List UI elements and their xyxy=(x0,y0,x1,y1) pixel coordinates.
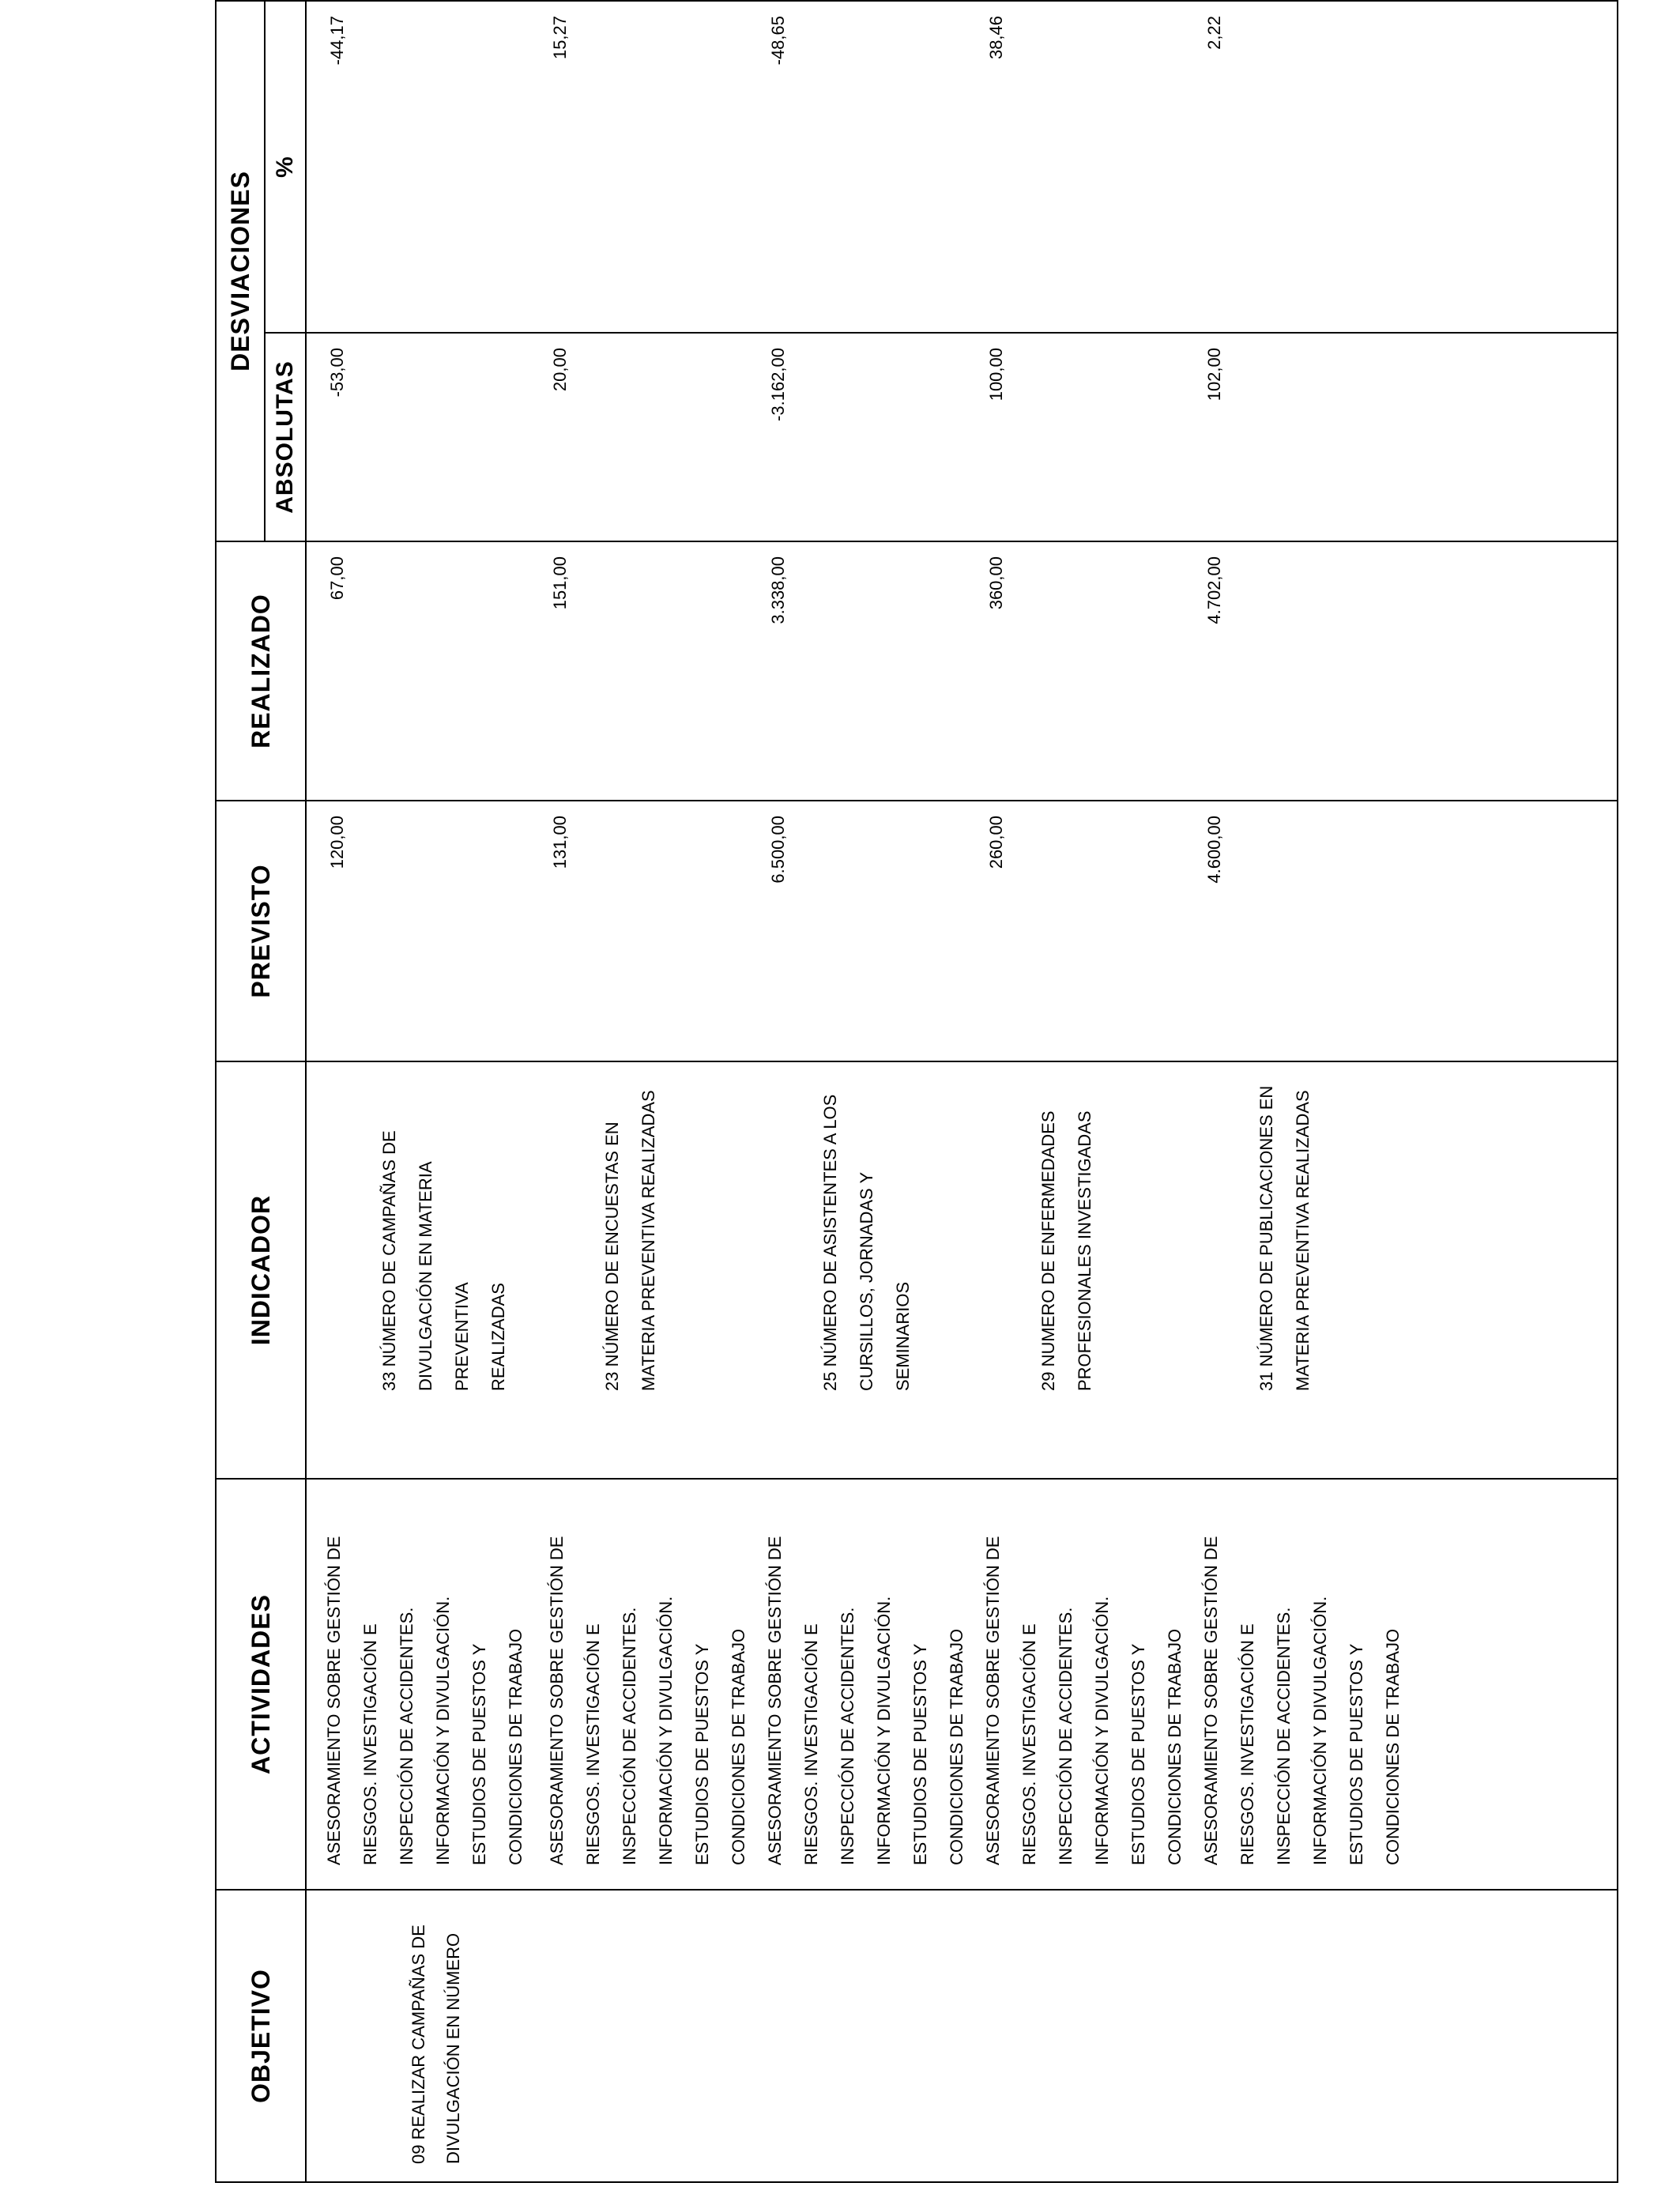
absolutas-value: 100,00 xyxy=(986,348,1006,401)
actividad-line: RIESGOS. INVESTIGACIÓN E xyxy=(583,1623,603,1865)
indicador-block xyxy=(748,1075,966,1391)
previsto-block xyxy=(1184,816,1402,1061)
actividad-line: INFORMACIÓN Y DIVULGACIÓN. xyxy=(1092,1596,1112,1865)
previsto-value: 260,00 xyxy=(986,816,1006,869)
header-realizado: REALIZADO xyxy=(216,541,306,801)
previsto-block xyxy=(529,816,748,1061)
realizado-block xyxy=(1184,556,1402,800)
actividad-line: RIESGOS. INVESTIGACIÓN E xyxy=(1237,1623,1257,1865)
realizado-value: 360,00 xyxy=(986,556,1006,610)
indicador-line: MATERIA PREVENTIVA REALIZADAS xyxy=(638,1090,658,1391)
realizado-block xyxy=(966,556,1184,800)
actividad-line: RIESGOS. INVESTIGACIÓN E xyxy=(360,1623,380,1865)
previsto-cell xyxy=(306,801,1618,1061)
absolutas-block xyxy=(307,348,529,541)
realizado-block xyxy=(529,556,748,800)
actividades-block xyxy=(757,1491,975,1865)
actividad-line: CONDICIONES DE TRABAJO xyxy=(1165,1628,1185,1865)
objetivo-cell xyxy=(306,1890,1618,2182)
previsto-value: 120,00 xyxy=(327,816,347,869)
header-desviaciones: DESVIACIONES xyxy=(216,1,265,541)
porcentaje-value: 38,46 xyxy=(986,15,1006,60)
indicador-cell xyxy=(306,1061,1618,1479)
indicador-line: 33 NÚMERO DE CAMPAÑAS DE xyxy=(379,1130,399,1391)
porcentaje-value: 2,22 xyxy=(1204,15,1224,50)
actividad-line: INFORMACIÓN Y DIVULGACIÓN. xyxy=(656,1596,676,1865)
actividad-line: INFORMACIÓN Y DIVULGACIÓN. xyxy=(1310,1596,1330,1865)
absolutas-block xyxy=(966,348,1184,541)
actividad-line: RIESGOS. INVESTIGACIÓN E xyxy=(1019,1623,1039,1865)
absolutas-value: 20,00 xyxy=(550,348,570,392)
actividad-line: ASESORAMIENTO SOBRE GESTIÓN DE xyxy=(765,1536,785,1865)
indicador-block xyxy=(1184,1075,1402,1391)
porcentaje-block xyxy=(529,16,748,332)
realizado-value: 67,00 xyxy=(327,556,347,601)
realizado-block xyxy=(748,556,966,800)
indicador-line: 25 NÚMERO DE ASISTENTES A LOS xyxy=(820,1094,840,1391)
indicador-line: 23 NÚMERO DE ENCUESTAS EN xyxy=(602,1122,622,1391)
actividades-block xyxy=(1193,1491,1411,1865)
header-indicador: INDICADOR xyxy=(216,1061,306,1479)
realizado-block xyxy=(307,556,529,800)
actividades-block xyxy=(975,1491,1193,1865)
absolutas-block xyxy=(748,348,966,541)
actividad-line: ESTUDIOS DE PUESTOS Y xyxy=(469,1643,489,1865)
indicador-block xyxy=(529,1075,748,1391)
actividad-line: INSPECCIÓN DE ACCIDENTES. xyxy=(1056,1607,1075,1865)
header-actividades: ACTIVIDADES xyxy=(216,1479,306,1890)
actividad-line: INFORMACIÓN Y DIVULGACIÓN. xyxy=(433,1596,453,1865)
rotated-table-sheet xyxy=(215,2,1618,2183)
indicador-line: PROFESIONALES INVESTIGADAS xyxy=(1075,1110,1094,1391)
header-absolutas: ABSOLUTAS xyxy=(265,333,306,541)
actividad-line: CONDICIONES DE TRABAJO xyxy=(1383,1628,1403,1865)
actividad-line: INSPECCIÓN DE ACCIDENTES. xyxy=(620,1607,639,1865)
previsto-value: 131,00 xyxy=(550,816,570,869)
realizado-value: 151,00 xyxy=(550,556,570,610)
indicador-line: DIVULGACIÓN EN MATERIA PREVENTIVA xyxy=(416,1162,472,1391)
absolutas-block xyxy=(529,348,748,541)
absolutas-value: -3.162,00 xyxy=(768,348,788,421)
indicador-line: 31 NÚMERO DE PUBLICACIONES EN xyxy=(1256,1085,1276,1391)
porcentaje-value: 15,27 xyxy=(550,15,570,60)
header-porcentaje: % xyxy=(265,1,306,333)
header-previsto: PREVISTO xyxy=(216,801,306,1061)
actividad-line: CONDICIONES DE TRABAJO xyxy=(947,1628,966,1865)
header-objetivo: OBJETIVO xyxy=(216,1890,306,2182)
actividad-line: ASESORAMIENTO SOBRE GESTIÓN DE xyxy=(983,1536,1003,1865)
previsto-block xyxy=(966,816,1184,1061)
actividades-block xyxy=(316,1491,539,1865)
realizado-cell xyxy=(306,541,1618,801)
porcentaje-value: -48,65 xyxy=(768,15,788,66)
actividad-line: ASESORAMIENTO SOBRE GESTIÓN DE xyxy=(324,1536,344,1865)
objetivo-line: 09 REALIZAR CAMPAÑAS DE xyxy=(409,1924,428,2164)
actividad-line: RIESGOS. INVESTIGACIÓN E xyxy=(801,1623,821,1865)
realizado-value: 3.338,00 xyxy=(768,556,788,624)
realizado-value: 4.702,00 xyxy=(1204,556,1224,624)
actividad-line: CONDICIONES DE TRABAJO xyxy=(506,1628,525,1865)
indicador-line: MATERIA PREVENTIVA REALIZADAS xyxy=(1293,1090,1313,1391)
actividad-line: INSPECCIÓN DE ACCIDENTES. xyxy=(838,1607,857,1865)
actividad-line: INSPECCIÓN DE ACCIDENTES. xyxy=(1274,1607,1294,1865)
absolutas-cell xyxy=(306,333,1618,541)
indicador-line: 29 NUMERO DE ENFERMEDADES xyxy=(1038,1110,1058,1391)
porcentaje-block xyxy=(1184,16,1402,332)
previsto-value: 6.500,00 xyxy=(768,816,788,884)
indicador-block xyxy=(966,1075,1184,1391)
actividad-line: CONDICIONES DE TRABAJO xyxy=(729,1628,748,1865)
porcentaje-cell xyxy=(306,1,1618,333)
actividades-cell xyxy=(306,1479,1618,1890)
previsto-value: 4.600,00 xyxy=(1204,816,1224,884)
actividades-block xyxy=(539,1491,757,1865)
indicador-line: CURSILLOS, JORNADAS Y SEMINARIOS xyxy=(857,1172,913,1391)
porcentaje-value: -44,17 xyxy=(327,15,347,66)
actividad-line: ESTUDIOS DE PUESTOS Y xyxy=(910,1643,930,1865)
porcentaje-block xyxy=(748,16,966,332)
actividad-line: ASESORAMIENTO SOBRE GESTIÓN DE xyxy=(547,1536,567,1865)
absolutas-value: 102,00 xyxy=(1204,348,1224,401)
indicators-table xyxy=(215,0,1618,2183)
previsto-block xyxy=(307,816,529,1061)
actividad-line: ESTUDIOS DE PUESTOS Y xyxy=(1128,1643,1148,1865)
actividad-line: ESTUDIOS DE PUESTOS Y xyxy=(692,1643,712,1865)
actividad-line: ESTUDIOS DE PUESTOS Y xyxy=(1347,1643,1366,1865)
actividad-line: INSPECCIÓN DE ACCIDENTES. xyxy=(397,1607,416,1865)
objetivo-line: DIVULGACIÓN EN NÚMERO xyxy=(443,1932,463,2164)
absolutas-value: -53,00 xyxy=(327,348,347,398)
absolutas-block xyxy=(1184,348,1402,541)
indicador-line: REALIZADAS xyxy=(488,1283,508,1391)
actividad-line: ASESORAMIENTO SOBRE GESTIÓN DE xyxy=(1201,1536,1221,1865)
indicador-block xyxy=(307,1075,529,1391)
porcentaje-block xyxy=(966,16,1184,332)
actividad-line: INFORMACIÓN Y DIVULGACIÓN. xyxy=(874,1596,894,1865)
previsto-block xyxy=(748,816,966,1061)
porcentaje-block xyxy=(307,16,529,332)
